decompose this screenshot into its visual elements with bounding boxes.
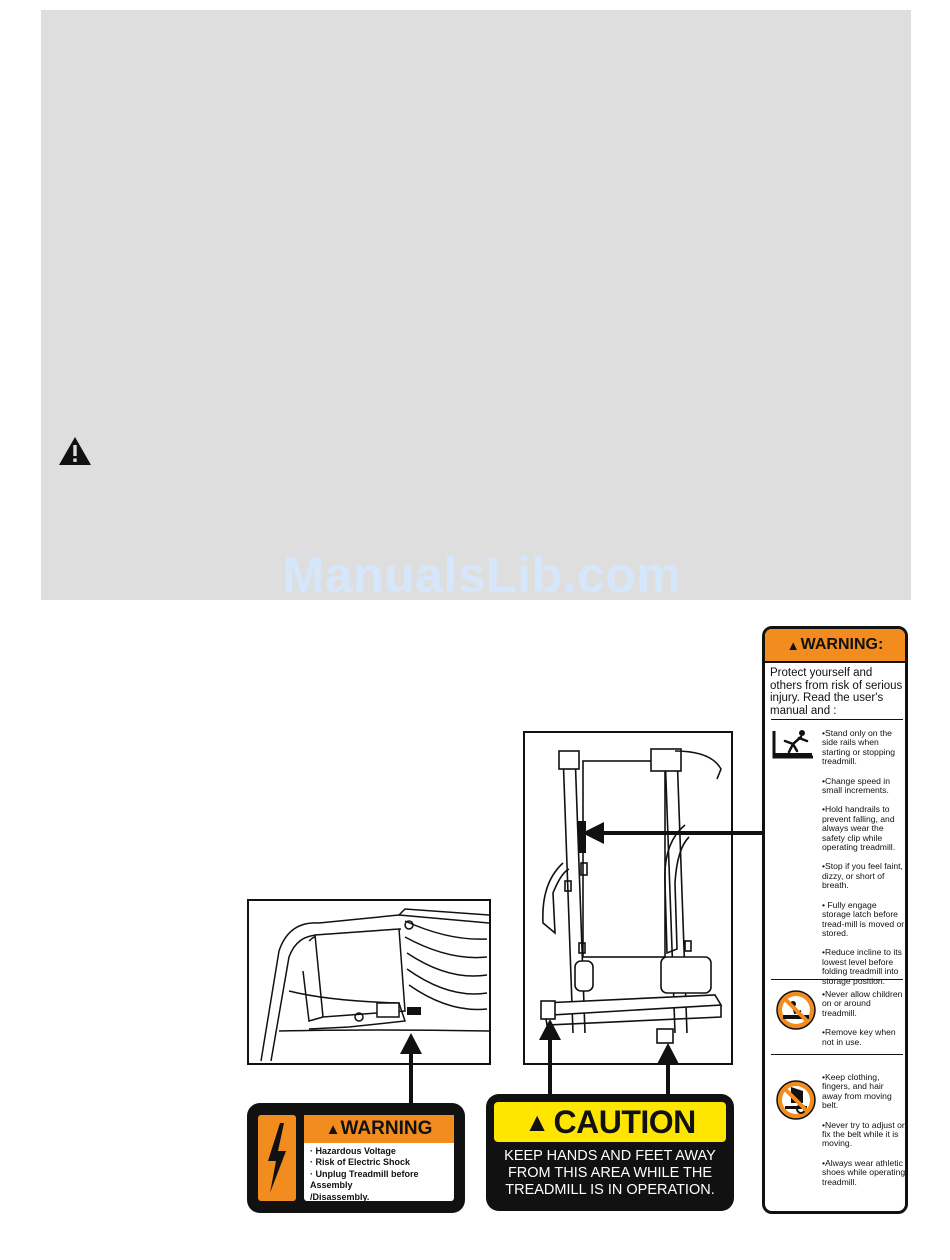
- caution-title: CAUTION: [553, 1103, 696, 1140]
- caution-line: TREADMILL IS IN OPERATION.: [505, 1182, 715, 1198]
- arrow-to-deck: [580, 818, 766, 848]
- warning-line: · Hazardous Voltage: [310, 1146, 396, 1156]
- decal-bullet: •Reduce incline to its lowest level before folding treadmill into storage position.: [822, 947, 902, 986]
- alert-triangle-icon: ▲: [524, 1106, 550, 1137]
- voltage-warning-title: WARNING: [340, 1118, 433, 1139]
- motor-hood-drawing: [249, 901, 489, 1063]
- warning-triangle-icon: [58, 436, 92, 466]
- warning-line: /Disassembly.: [310, 1191, 370, 1202]
- watermark: ManualsLib.com: [282, 547, 682, 603]
- voltage-warning-panel: [304, 1115, 454, 1201]
- arrow-to-left-foot: [535, 1018, 565, 1096]
- treadmill-front-illustration: [523, 731, 733, 1065]
- decal-bullet: •Never allow children on or around treadmill.: [822, 989, 903, 1018]
- divider: [771, 719, 903, 720]
- decal-bullet: • Fully engage storage latch before tread-mill is moved or stored.: [822, 899, 905, 938]
- lightning-bolt-icon: [258, 1115, 296, 1201]
- decal-bullet: •Change speed in small increments.: [822, 775, 890, 796]
- voltage-warning-header: [304, 1115, 454, 1143]
- decal-section-1: [822, 729, 906, 996]
- warning-line: · Unplug Treadmill before Assembly: [310, 1168, 419, 1191]
- caution-line: KEEP HANDS AND FEET AWAY: [504, 1148, 716, 1164]
- decal-bullet: •Hold handrails to prevent falling, and always wear the safety clip while operating treadmill.: [822, 804, 896, 853]
- warning-line: · Risk of Electric Shock: [310, 1157, 411, 1168]
- treadmill-drawing: [525, 733, 731, 1063]
- decal-bullet: •Remove key when not in use.: [822, 1027, 896, 1047]
- decal-header: [765, 629, 905, 663]
- voltage-warning-label: [247, 1103, 465, 1213]
- alert-triangle-icon: ▲: [786, 637, 800, 653]
- decal-bullet: •Always wear athletic shoes while operating treadmill.: [822, 1157, 906, 1187]
- motor-hood-illustration: [247, 899, 491, 1065]
- decal-bullet: •Stop if you feel faint, dizzy, or short of breath.: [822, 861, 903, 891]
- no-children-icon: [775, 989, 817, 1031]
- arrow-to-hood: [396, 1032, 426, 1104]
- hand-caught-belt-icon: [775, 1079, 817, 1121]
- decal-bullet: •Never try to adjust or fix the belt while it is moving.: [822, 1119, 905, 1149]
- safety-text-panel: [41, 10, 911, 600]
- voltage-warning-text: [310, 1146, 452, 1203]
- decal-title: WARNING:: [800, 636, 884, 653]
- alert-triangle-icon: ▲: [325, 1120, 341, 1138]
- caution-label: [486, 1094, 734, 1211]
- decal-bullet: •Stand only on the side rails when starting or stopping treadmill.: [822, 728, 896, 767]
- divider: [771, 1054, 903, 1055]
- decal-location-marker: [407, 1007, 421, 1015]
- decal-intro: Protect yourself and others from risk of serious injury. Read the user's manual and :: [770, 667, 903, 717]
- decal-section-3: [822, 1073, 906, 1197]
- caution-text: [494, 1148, 726, 1199]
- treadmill-warning-decal: [762, 626, 908, 1214]
- treadmill-fall-icon: [771, 727, 815, 761]
- decal-section-2: [822, 990, 906, 1057]
- caution-header: [494, 1102, 726, 1142]
- divider: [771, 979, 903, 980]
- decal-bullet: •Keep clothing, fingers, and hair away from moving belt.: [822, 1072, 892, 1111]
- caution-line: FROM THIS AREA WHILE THE: [507, 1165, 713, 1181]
- bolt-panel: [258, 1115, 296, 1201]
- arrow-to-right-foot: [653, 1042, 683, 1096]
